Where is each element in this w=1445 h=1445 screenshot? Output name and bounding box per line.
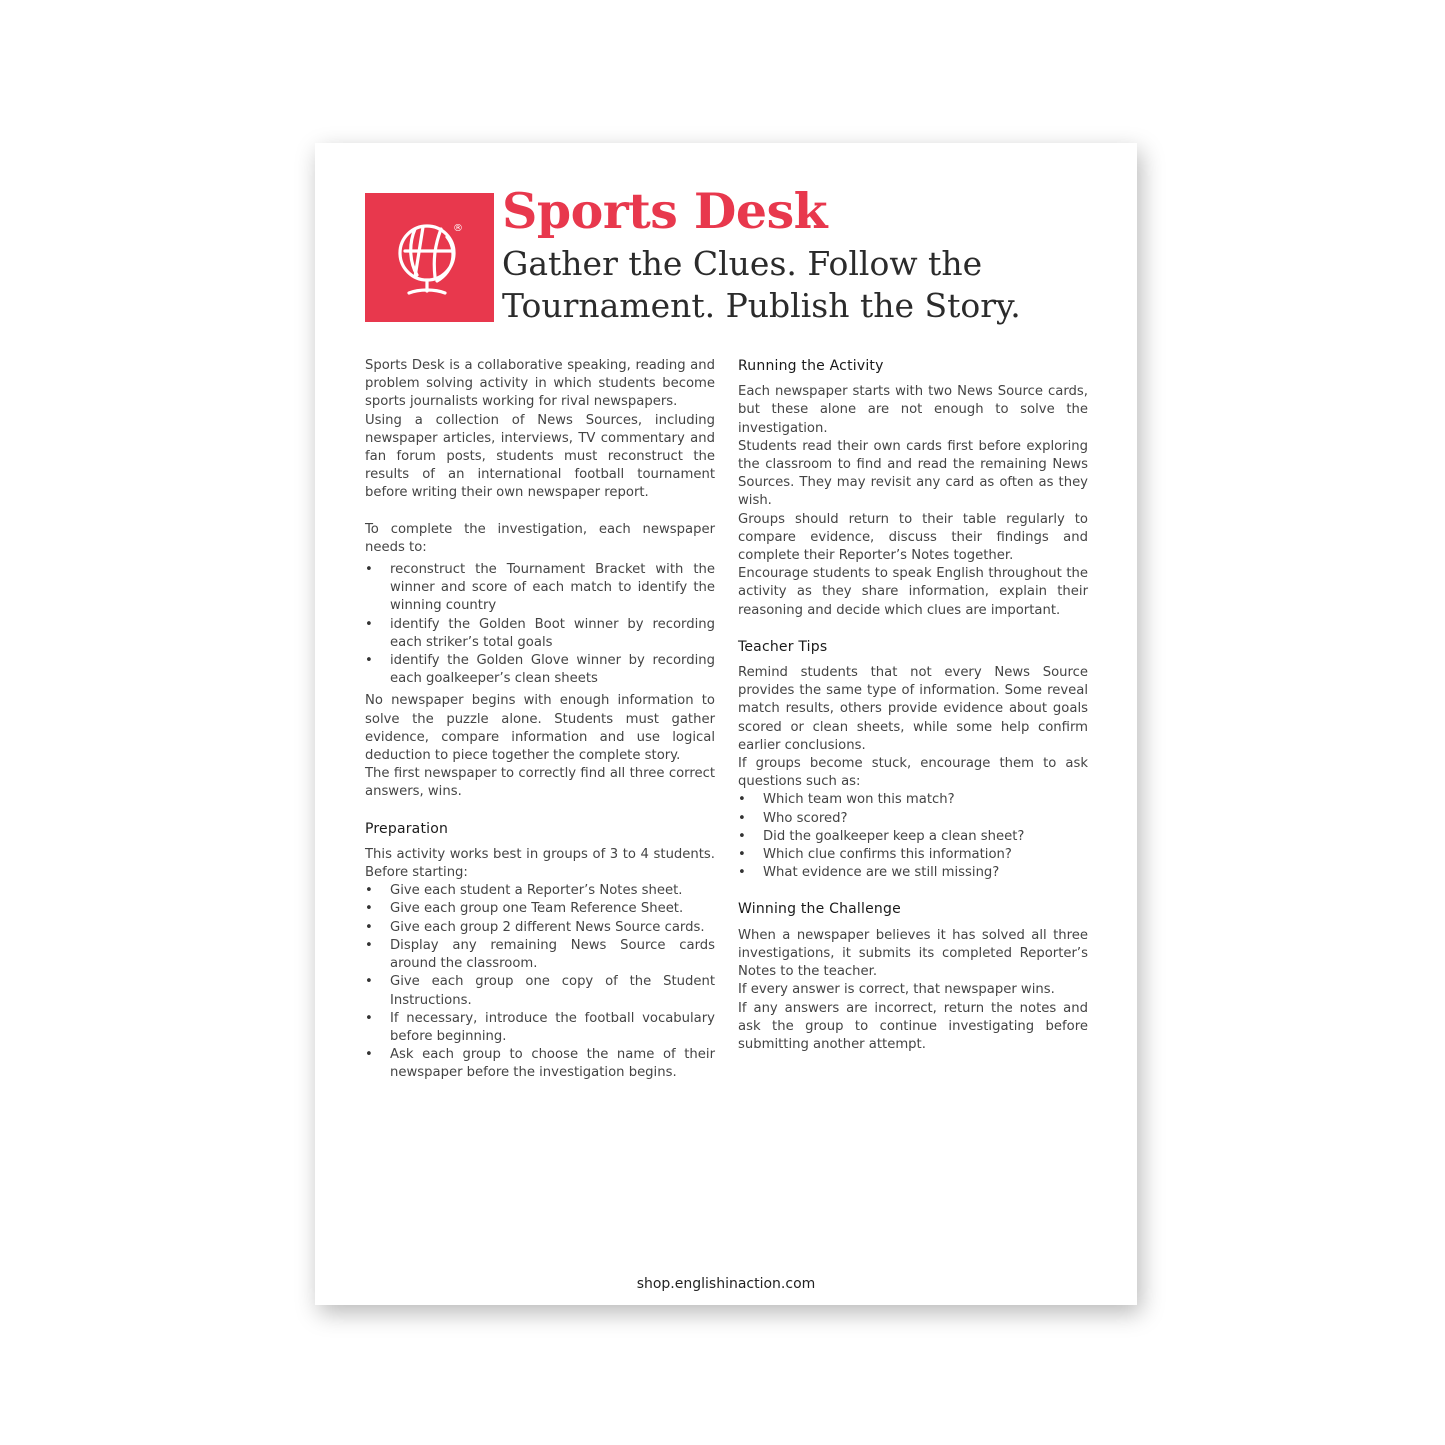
globe-logo-icon [365, 193, 494, 322]
list-item: • identify the Golden Boot winner by recording each striker’s total goals [365, 616, 715, 652]
list-item: • identify the Golden Glove winner by recording each goalkeeper’s clean sheets [365, 652, 715, 688]
preparation-intro: This activity works best in groups of 3 to 4 students. Before starting: [365, 846, 715, 881]
right-column [738, 357, 1088, 1054]
running-paragraph: Groups should return to their table regularly to compare evidence, discuss their findings and complete their Reporter’s Notes together. [738, 511, 1088, 564]
running-heading: Running the Activity [738, 358, 884, 374]
page-subtitle: Gather the Clues. Follow the Tournament. Publish the Story. [502, 244, 1021, 325]
preparation-heading: Preparation [365, 820, 449, 837]
running-paragraph: Students read their own cards first before exploring the classroom to find and read the remaining News Sources. They may revisit any card as often as they wish. [738, 438, 1088, 509]
tips-heading: Teacher Tips [738, 638, 828, 655]
complete-intro: To complete the investigation, each newspaper needs to: [365, 521, 715, 555]
winning-paragraph: If every answer is correct, that newspaper wins. [738, 982, 1055, 998]
list-item: • Ask each group to choose the name of their newspaper before the investigation begins. [365, 1046, 715, 1082]
first-newspaper-paragraph: The first newspaper to correctly find all three correct answers, wins. [365, 766, 715, 800]
registered-mark: ® [453, 223, 463, 234]
running-paragraph: Each newspaper starts with two News Source cards, but these alone are not enough to solve the investigation. [738, 384, 1088, 436]
list-item: • Who scored? [738, 810, 1088, 828]
winning-heading: Winning the Challenge [738, 901, 901, 918]
list-item: • reconstruct the Tournament Bracket with the winner and score of each match to identify the winning country [365, 561, 715, 616]
preparation-list [365, 882, 715, 1082]
list-item: • If necessary, introduce the football vocabulary before beginning. [365, 1010, 715, 1046]
list-item: • Which team won this match? [738, 791, 1088, 809]
list-item: • Display any remaining News Source cards around the classroom. [365, 937, 715, 973]
list-item: • Did the goalkeeper keep a clean sheet? [738, 828, 1088, 846]
running-paragraph: Encourage students to speak English throughout the activity as they share information, explain their reasoning and decide which clues are important. [738, 566, 1088, 618]
winning-paragraph: When a newspaper believes it has solved all three investigations, it submits its completed Reporter’s Notes to the teacher. [738, 927, 1088, 980]
list-item: • Give each group 2 different News Source cards. [365, 919, 715, 937]
list-item: • Give each group one Team Reference Sheet. [365, 900, 715, 918]
needs-list [365, 561, 715, 688]
winning-paragraph: If any answers are incorrect, return the notes and ask the group to continue investigating before submitting another attempt. [738, 1000, 1088, 1052]
tips-questions-list [738, 791, 1088, 882]
intro-paragraph-1: Sports Desk is a collaborative speaking, reading and problem solving activity in which students become sports journalists working for rival newspapers. [365, 358, 715, 410]
no-newspaper-paragraph: No newspaper begins with enough information to solve the puzzle alone. Students must gather evidence, compare information and use logical deduction to piece together the complete story. [365, 693, 715, 764]
intro-paragraph-2: Using a collection of News Sources, including newspaper articles, interviews, TV commentary and fan forum posts, students must reconstruct the results of an international football tournament before writing their own newspaper report. [365, 412, 715, 501]
page-title: Sports Desk [502, 182, 828, 240]
footer-url: shop.englishinaction.com [636, 1276, 816, 1292]
list-item: • What evidence are we still missing? [738, 864, 1088, 882]
tips-paragraph-1: Remind students that not every News Source provides the same type of information. Some reveal match results, others provide evidence about goals scored or clean sheets, while some help confirm earlier conclusions. [738, 665, 1088, 753]
list-item: • Which clue confirms this information? [738, 846, 1088, 864]
worksheet-page [315, 143, 1137, 1305]
list-item: • Give each group one copy of the Student Instructions. [365, 973, 715, 1009]
tips-paragraph-2: If groups become stuck, encourage them to ask questions such as: [738, 756, 1088, 790]
logo [365, 193, 494, 322]
left-column [365, 357, 715, 1083]
list-item: • Give each student a Reporter’s Notes sheet. [365, 882, 715, 900]
